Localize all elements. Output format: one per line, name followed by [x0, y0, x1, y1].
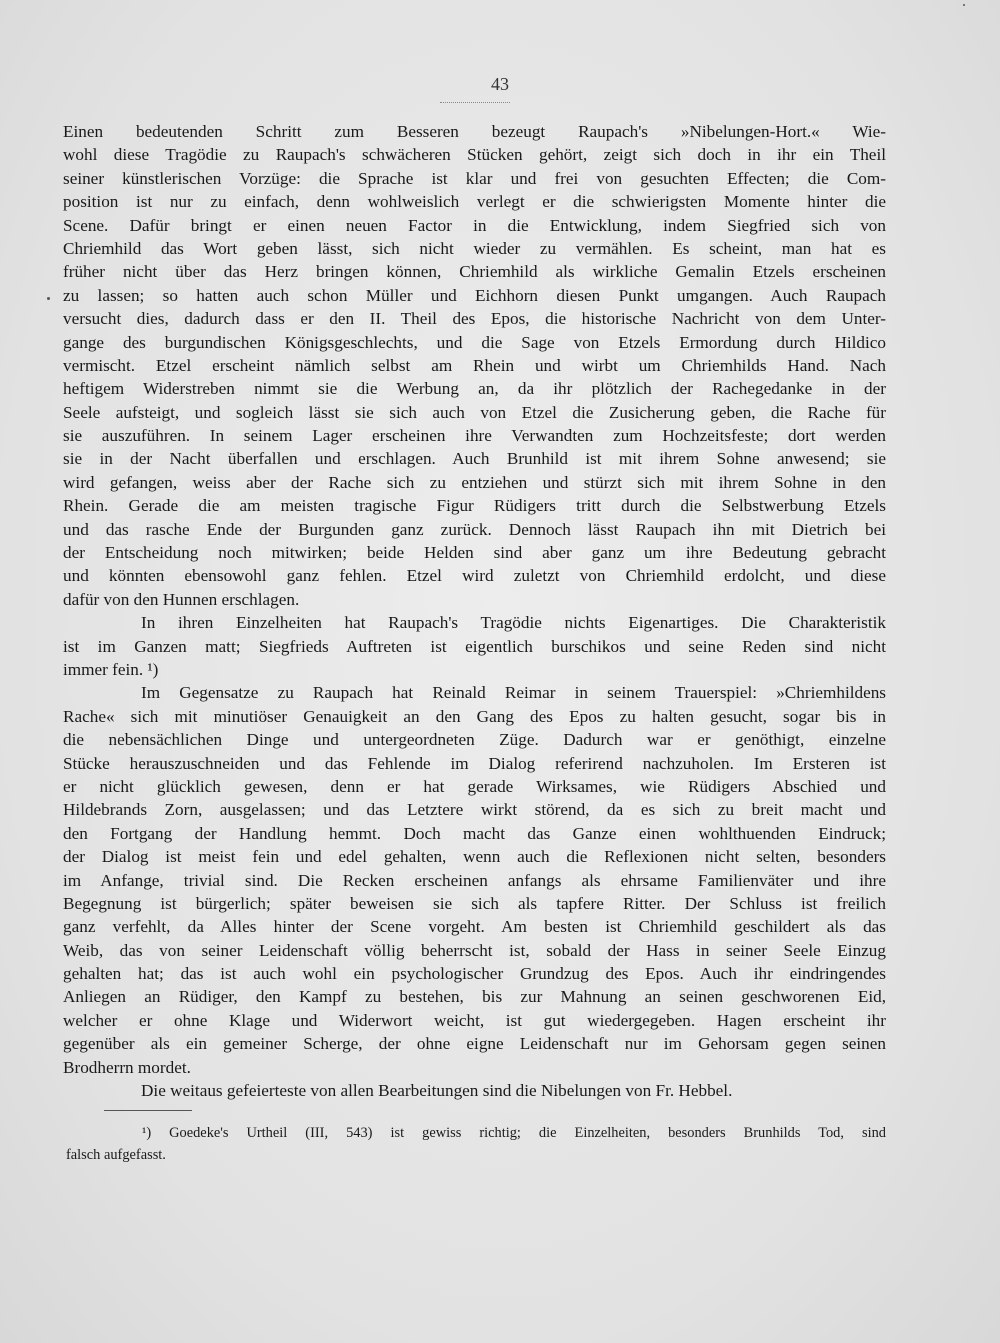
footnote — [66, 1122, 886, 1166]
text-line: Stücke herauszuschneiden und das Fehlende im Dialog referirend nachzuholen. Im Ersteren ist — [63, 753, 886, 773]
text-line: Hildebrands Zorn, ausgelassen; und das Letztere wirkt störend, da es sich zu breit macht und — [63, 800, 886, 820]
paragraph-first-line: Die weitaus gefeierteste von allen Bearbeitungen sind die Nibelungen von Fr. Hebbel. — [141, 1081, 733, 1101]
paragraph-first-line: In ihren Einzelheiten hat Raupach's Tragödie nichts Eigenartiges. Die Charakteristik — [141, 613, 886, 633]
paper-speck — [47, 297, 50, 300]
text-line: und könnten ebensowohl ganz fehlen. Etzel wird zuletzt von Chriemhild erdolcht, und diese — [63, 566, 886, 586]
text-line: früher nicht über das Herz bringen können, Chriemhild als wirkliche Gemalin Etzels erscheinen — [63, 262, 886, 282]
text-line: immer fein. ¹) — [63, 659, 159, 679]
text-line: sie auszuführen. In seinem Lager erscheinen ihre Verwandten zum Hochzeitsfeste; dort werden — [63, 426, 886, 446]
text-line: heftigem Widerstreben nimmt sie die Werbung an, da ihr plötzlich der Rachegedanke in der — [63, 379, 886, 399]
text-line: gehalten hat; das ist auch wohl ein psychologischer Grundzug des Epos. Auch ihr eindringendes — [63, 964, 886, 984]
body-text — [63, 120, 886, 1102]
text-line: Brodherrn mordet. — [63, 1057, 191, 1077]
text-line: zu lassen; so hatten auch schon Müller und Eichhorn diesen Punkt umgangen. Auch Raupach — [63, 285, 886, 305]
paragraph-first-line: Im Gegensatze zu Raupach hat Reinald Reimar in seinem Trauerspiel: »Chriemhildens — [141, 683, 886, 703]
text-line: den Fortgang der Handlung hemmt. Doch macht das Ganze einen wohlthuenden Eindruck; — [63, 823, 886, 843]
text-line: im Anfange, trivial sind. Die Recken erscheinen anfangs als ehrsame Familienväter und ihre — [63, 870, 886, 890]
text-line: und das rasche Ende der Burgunden ganz zurück. Dennoch lässt Raupach ihn mit Dietrich bei — [63, 519, 886, 539]
text-line: Begegnung ist bürgerlich; später beweisen sie sich als tapfere Ritter. Der Schluss ist freilich — [63, 893, 886, 913]
text-line: ist im Ganzen matt; Siegfrieds Auftreten ist eigentlich burschikos und seine Reden sind nicht — [63, 636, 886, 656]
footnote-line: falsch aufgefasst. — [66, 1147, 166, 1163]
text-line: ganz verfehlt, da Alles hinter der Scene vorgeht. Am besten ist Chriemhild geschildert als das — [63, 917, 886, 937]
text-line: welcher er ohne Klage und Widerwort weicht, ist gut wiedergegeben. Hagen erscheint ihr — [63, 1010, 886, 1030]
text-line: die nebensächlichen Dinge und untergeordneten Züge. Dadurch war er genöthigt, einzelne — [63, 730, 886, 750]
text-line: der Entscheidung noch mitwirken; beide Helden sind aber ganz um ihre Bedeutung gebracht — [63, 543, 886, 563]
text-line: wohl diese Tragödie zu Raupach's schwächeren Stücken gehört, zeigt sich doch in ihr ein Theil — [63, 145, 886, 165]
text-line: Scene. Dafür bringt er einen neuen Factor in die Entwicklung, indem Siegfried sich von — [63, 215, 886, 235]
page-number-ornament — [440, 96, 510, 103]
text-line: seiner künstlerischen Vorzüge: die Sprache ist klar und frei von gesuchten Effecten; die Com- — [63, 168, 886, 188]
text-line: Rhein. Gerade die am meisten tragische Figur Rüdigers tritt durch die Selbstwerbung Etzels — [63, 496, 886, 516]
text-line: vermischt. Etzel erscheint nämlich selbst am Rhein und wirbt um Chriemhilds Hand. Nach — [63, 355, 886, 375]
text-line: Einen bedeutenden Schritt zum Besseren bezeugt Raupach's »Nibelungen-Hort.« Wie- — [63, 122, 886, 141]
text-line: gange des burgundischen Königsgeschlechts, und die Sage von Etzels Ermordung durch Hildico — [63, 332, 886, 352]
text-line: gegenüber als ein gemeiner Scherge, der ohne eigne Leidenschaft nur im Gehorsam gegen seinen — [63, 1034, 886, 1054]
text-line: Anliegen an Rüdiger, den Kampf zu bestehen, bis zur Mahnung an seinen geschworenen Eid, — [63, 987, 886, 1007]
text-line: sie in der Nacht überfallen und erschlagen. Auch Brunhild ist mit ihrem Sohne anwesend; sie — [63, 449, 886, 469]
page-number: 43 — [491, 74, 509, 94]
text-line: position ist nur zu einfach, denn wohlweislich verlegt er die schwierigsten Momente hinter die — [63, 192, 886, 212]
text-line: Rache« sich mit minutiöser Genauigkeit an den Gang des Epos zu halten gesucht, sogar bis in — [63, 706, 886, 726]
footnote-rule — [104, 1110, 192, 1111]
footnote-line: ¹) Goedeke's Urtheil (III, 543) ist gewiss richtig; die Einzelheiten, besonders Brunhilds Tod, sind — [142, 1125, 886, 1141]
text-line: dafür von den Hunnen erschlagen. — [63, 589, 300, 609]
text-line: versucht dies, dadurch dass er den II. Theil des Epos, die historische Nachricht von dem Unter- — [63, 309, 886, 329]
text-line: Seele aufsteigt, und sogleich lässt sie sich auch von Etzel die Zusicherung geben, die Rache für — [63, 402, 886, 422]
text-line: er nicht glücklich gewesen, denn er hat gerade Wirksames, wie Rüdigers Abschied und — [63, 776, 886, 796]
text-line: der Dialog ist meist fein und edel gehalten, wenn auch die Reflexionen nicht selten, besonders — [63, 847, 886, 867]
text-line: Weib, das von seiner Leidenschaft völlig beherrscht ist, sobald der Hass in seiner Seele Einzug — [63, 940, 886, 960]
paper-speck — [963, 4, 965, 6]
text-line: wird gefangen, weiss aber der Rache sich zu entziehen und stürzt sich mit ihrem Sohne in den — [63, 472, 886, 492]
text-line: Chriemhild das Wort geben lässt, sich nicht wieder zu vermählen. Es scheint, man hat es — [63, 238, 886, 258]
